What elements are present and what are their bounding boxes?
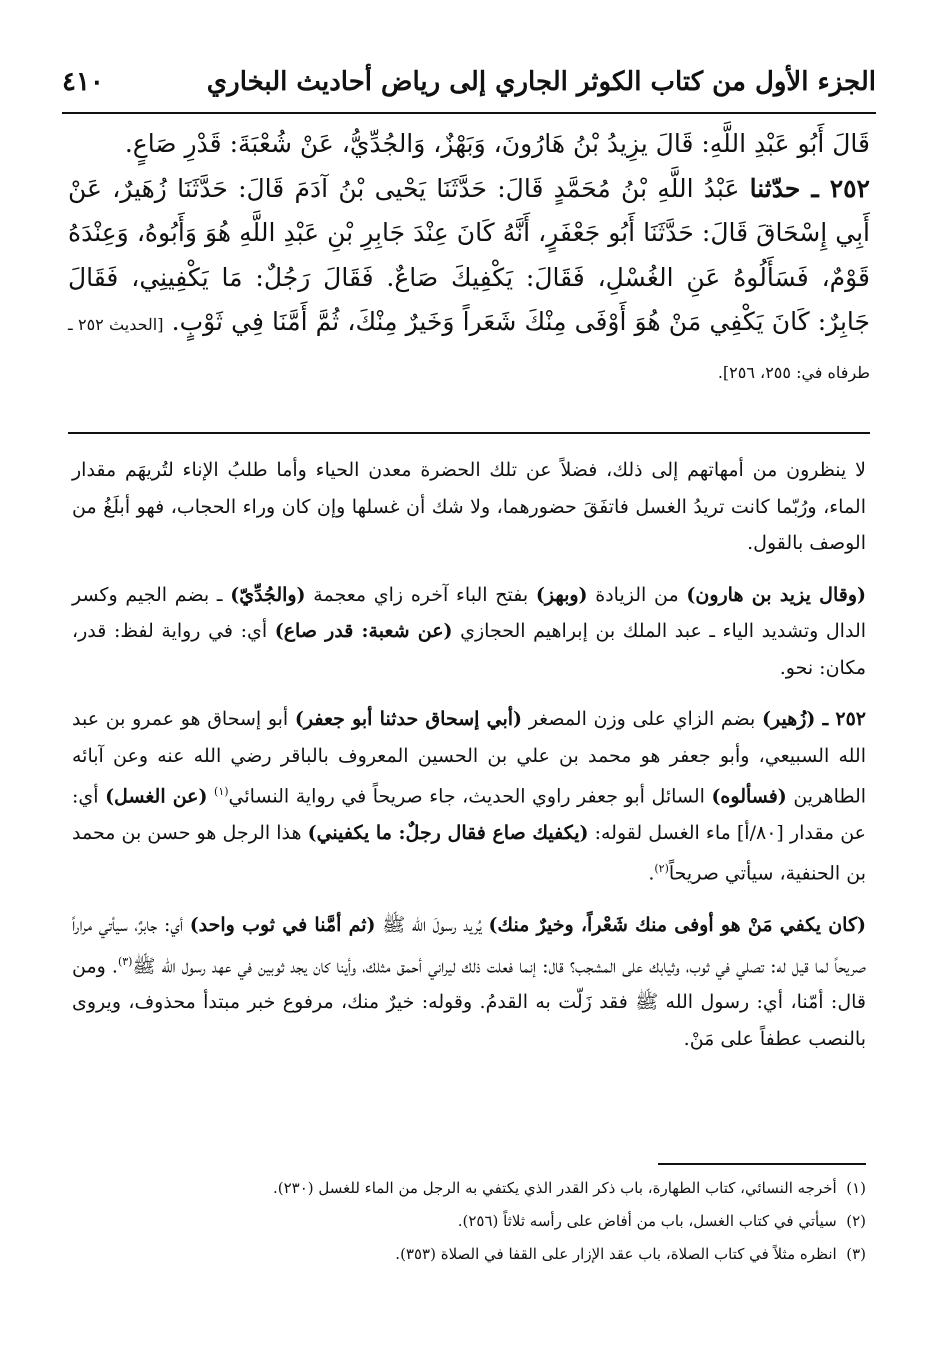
commentary-paragraph: [72, 907, 866, 1057]
quoted-phrase: (ثم أمَّنا في ثوب واحد): [189, 914, 376, 937]
footnote-text: انظره مثلاً في كتاب الصلاة، باب عقد الإزار على القفا في الصلاة (٣٥٣).: [395, 1245, 837, 1263]
commentary-paragraph: [72, 577, 866, 687]
quoted-phrase: (وقال يزيد بن هارون): [686, 583, 866, 606]
page-number: ٤١٠: [62, 67, 104, 97]
commentary-text: أي: عن مقدار [٨٠/أ] ماء الغسل لقوله:: [72, 785, 866, 844]
footnote-number: (١): [846, 1179, 866, 1197]
commentary-paragraph: [72, 701, 866, 892]
header-rule: [62, 112, 876, 114]
quoted-phrase: (فسألوه): [711, 785, 787, 808]
text-divider: [68, 432, 870, 434]
commentary-text: . ومن قال: أمّنا، أي: رسول الله ﷺ فقد زَلّت به القدمُ. وقوله: خيرٌ منك، مرفوع خبر مبتدأ محذوف، ويروى بالنصب عطفاً على مَنْ.: [72, 954, 866, 1050]
quoted-phrase: ٢٥٢ ـ (زُهير): [761, 708, 867, 730]
hadith-line: قَالَ أَبُو عَبْدِ اللَّهِ: قَالَ يزِيدُ بْنُ هَارُونَ، وَبَهْزٌ، وَالجُدِّيُّ، عَنْ شُعْبَةَ: قَدْرِ صَاعٍ.: [124, 129, 870, 158]
commentary-paragraph: لا ينظرون من أمهاتهم إلى ذلك، فضلاً عن تلك الحضرة معدن الحياء وأما طلبُ الإناء لتُريهَم مقدار الماء، ورُبّما كانت تريدُ الغسل فاتفَقَ حضورهما، ولا شك أن غسلها وإن كان وراء الحجاب، فهو أبلَغُ من الوصف بالقول.: [72, 459, 866, 554]
commentary-text: بضم الزاي على وزن المصغر: [522, 708, 762, 730]
commentary: [72, 452, 866, 1072]
quoted-phrase: (والجُدِّيّ): [230, 583, 306, 606]
hadith-text: [68, 122, 870, 395]
quoted-phrase: (عن شعبة: قدر صاع): [274, 620, 453, 642]
footnote-text: سيأتي في كتاب الغسل، باب من أفاض على رأسه ثلاثاً (٢٥٦).: [457, 1212, 837, 1230]
footnotes: [72, 1172, 866, 1271]
commentary-text: .: [648, 862, 655, 885]
commentary-text: أي: جابرٌ، سيأتي مراراً صريحاً لما قيل له: تصلي في ثوب، وثيابك على المشجب؟ قال: إنما فعلت ذلك ليراني أحمق مثلك، وأينا كان يجد ثوبين في عهد رسول الله ﷺ: [72, 914, 866, 977]
page-header: [62, 52, 876, 112]
footnote: [72, 1172, 866, 1205]
footnote-rule: [658, 1163, 866, 1165]
quoted-phrase: (أبي إسحاق حدثنا أبو جعفر): [294, 708, 523, 730]
commentary-text: ـ بضم الجيم وكسر الدال وتشديد الياء ـ عبد الملك بن إبراهيم الحجازي: [72, 583, 867, 642]
footnote-marker: (٣): [117, 954, 133, 968]
commentary-text: أي: في رواية لفظ: قدر، مكان: نحو.: [72, 620, 866, 679]
hadith-matn: عَبْدُ اللَّهِ بْنُ مُحَمَّدٍ قَالَ: حَدَّثَنَا يَحْيى بْنُ آدَمَ قَالَ: حَدَّثَنَا زُهَيرٌ، عَنْ أَبِي إِسْحَاقَ قَالَ: حَدَّثَنَا أَبُو جَعْفَرٍ، أَنَّهُ كَانَ عِنْدَ جَابِرِ بْنِ عَبْدِ اللَّهِ هُوَ وَأَبُوهُ، وَعِنْدَهُ قَوْمٌ، فَسَأَلُوهُ عَنِ الغُسْلِ، فَقَالَ: يَكْفِيكَ صَاعٌ. فَقَالَ رَجُلٌ: مَا يَكْفِينِي، فَقَالَ جَابِرٌ: كَانَ يَكْفِي مَنْ هُوَ أَوْفَى مِنْكَ شَعَراً وَخَيرٌ مِنْكَ، ثُمَّ أَمَّنَا فِي ثَوْبٍ.: [68, 173, 870, 336]
quoted-phrase: (عن الغسل): [105, 785, 208, 808]
quoted-phrase: (وبهز): [535, 583, 588, 606]
footnote: [72, 1205, 866, 1238]
commentary-text: من الزيادة: [587, 583, 687, 606]
footnote: [72, 1238, 866, 1271]
footnote-number: (٢): [846, 1212, 866, 1230]
quoted-phrase: (كان يكفي مَنْ هو أوفى منك شَعْراً، وخيرٌ منك): [488, 914, 866, 937]
commentary-text: السائل أبو جعفر راوي الحديث، جاء صريحاً في رواية النسائي: [228, 785, 712, 808]
commentary-text: هذا الرجل هو حسن بن محمد بن الحنفية، سيأتي صريحاً: [72, 821, 866, 885]
hadith-body: [68, 167, 870, 396]
footnote-marker: (١): [214, 785, 229, 798]
footnote-number: (٣): [846, 1245, 866, 1263]
commentary-text: يُريد رسولَ الله ﷺ: [375, 914, 489, 937]
commentary-text: بفتح الباء آخره زاي معجمة: [305, 583, 536, 606]
commentary-text: أبو إسحاق هو عمرو بن عبد الله السبيعي، وأبو جعفر هو محمد بن علي بن الحسين المعروف بالباقر رضي الله عنه وعن آبائه الطاهرين: [72, 708, 867, 808]
running-title: الجزء الأول من كتاب الكوثر الجاري إلى رياض أحاديث البخاري: [206, 67, 876, 97]
footnote-marker: (٢): [654, 862, 669, 876]
hadith-number: ٢٥٢ ـ حدّثنا: [749, 173, 870, 203]
footnote-text: أخرجه النسائي، كتاب الطهارة، باب ذكر القدر الذي يكتفي به الرجل من الماء للغسل (٢٣٠).: [272, 1179, 837, 1197]
quoted-phrase: (يكفيك صاع فقال رجلٌ: ما يكفيني): [307, 821, 589, 844]
hadith-reference: [الحديث ٢٥٢ ـ طرفاه في: ٢٥٥، ٢٥٦].: [68, 315, 870, 382]
